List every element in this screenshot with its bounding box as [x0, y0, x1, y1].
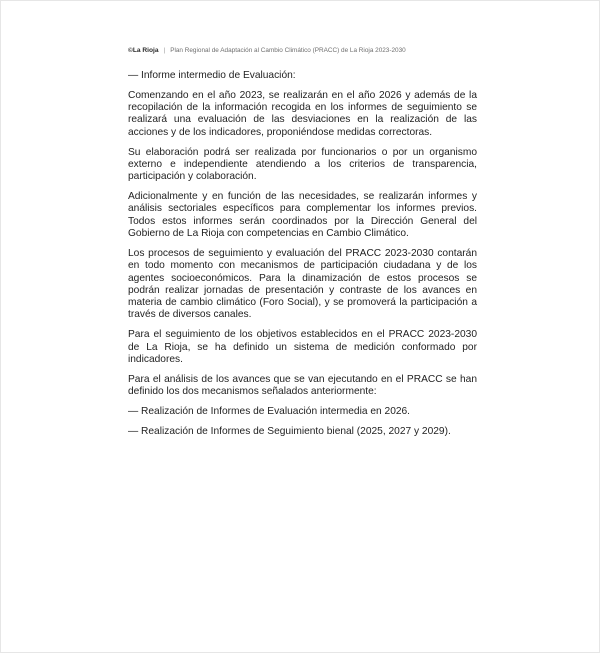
list-item-biennial-monitoring: — Realización de Informes de Seguimiento bienal (2025, 2027 y 2029). [128, 425, 451, 437]
paragraph-mechanisms: Para el análisis de los avances que se van ejecutando en el PRACC se han definido los dos mecanismos señalados anteriormente: [128, 373, 477, 398]
document-body [128, 70, 477, 446]
list-item-interim-report: — Informe intermedio de Evaluación: [128, 70, 296, 81]
paragraph-sectoral-reports: Adicionalmente y en función de las necesidades, se realizarán informes y análisis sectoriales específicos para complementar los informes previos. Todos estos informes serán coordinados por la Dirección General del Gobierno de La Rioja con competencias en Cambio Climático. [128, 191, 477, 240]
page-header [128, 44, 488, 56]
paragraph-interim-evaluation: Comenzando en el año 2023, se realizarán en el año 2026 y además de la recopilación de la información recogida en los informes de seguimiento se realizará una evaluación de las desviaciones en la realización de las acciones y de los indicadores, proponiéndose medidas correctoras. [128, 89, 477, 138]
paragraph-elaboration: Su elaboración podrá ser realizada por funcionarios o por un organismo externo e independiente atendiendo a los criterios de transparencia, participación y colaboración. [128, 146, 477, 183]
list-item-evaluation-2026: — Realización de Informes de Evaluación intermedia en 2026. [128, 405, 411, 417]
header-separator: | [163, 46, 166, 54]
header-title: Plan Regional de Adaptación al Cambio Climático (PRACC) de La Rioja 2023-2030 [170, 46, 406, 54]
header-brand: ©La Rioja [128, 46, 159, 54]
paragraph-indicators: Para el seguimiento de los objetivos establecidos en el PRACC 2023-2030 de La Rioja, se ha definido un sistema de medición conformado por indicadores. [128, 329, 477, 365]
paragraph-participation: Los procesos de seguimiento y evaluación del PRACC 2023-2030 contarán en todo momento con mecanismos de participación ciudadana y de los agentes socioeconómicos. Para la dinamización de estos procesos se podrán realizar jornadas de presentación y contraste de los avances en materia de cambio climático (Foro Social), y se promoverá la participación a través de diversos canales. [128, 247, 477, 321]
